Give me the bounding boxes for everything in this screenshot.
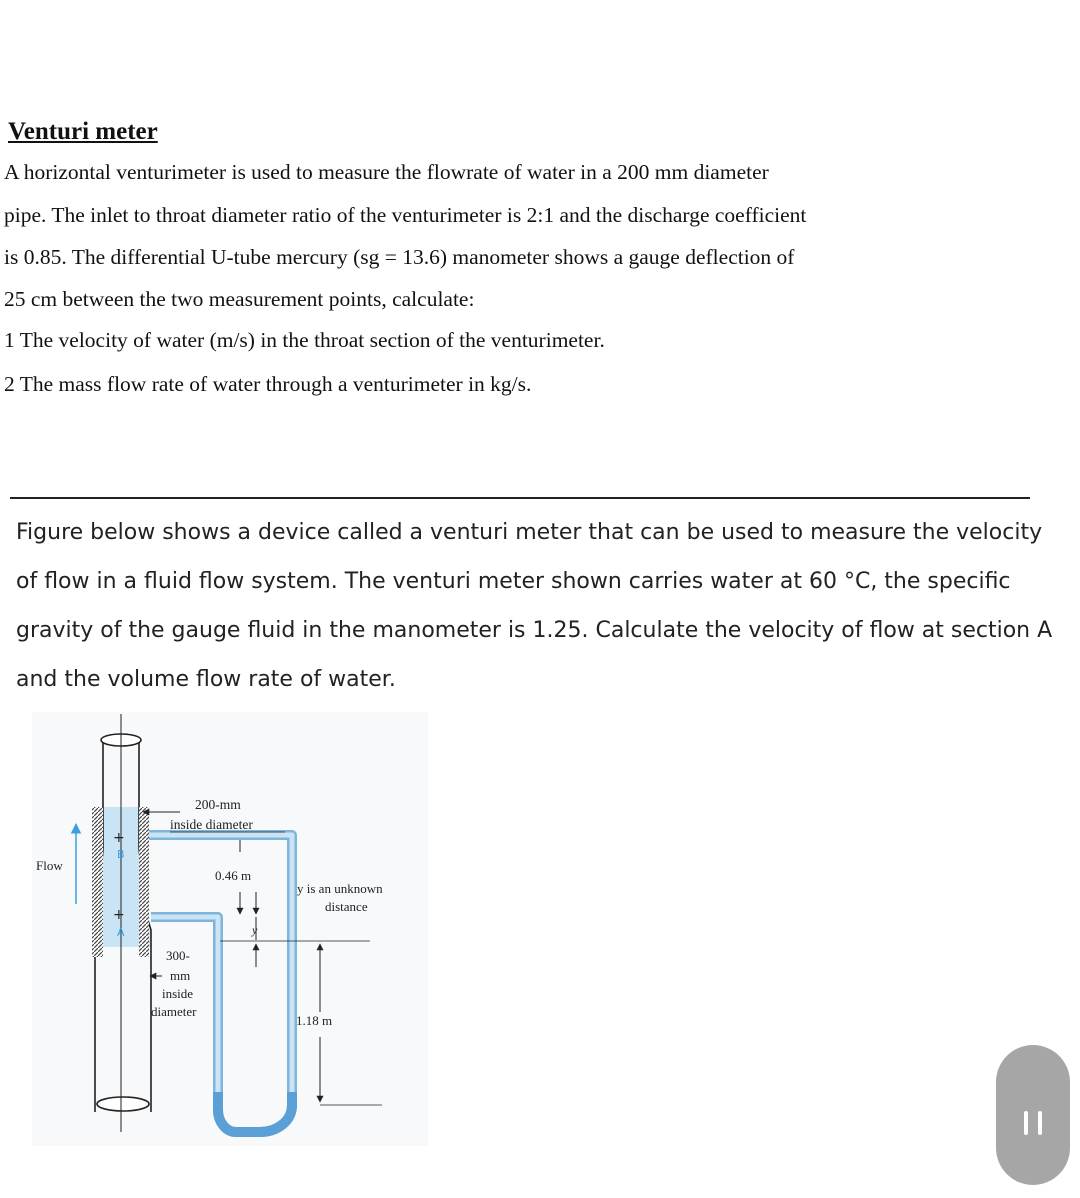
label-inside-diameter: inside diameter [170,817,253,832]
question-2-line: of flow in a fluid flow system. The venturi meter shown carries water at 60 °C, the specific [16,569,1011,594]
label-046m: 0.46 m [215,868,252,883]
label-mm: mm [170,968,191,983]
tap-marker-a: + [113,907,125,923]
right-wall-hatch [139,807,149,957]
pipe-break-bottom [97,1097,149,1111]
question-1-item: 1 The velocity of water (m/s) in the throat section of the venturimeter. [4,328,605,352]
question-2-line: and the volume flow rate of water. [16,667,396,692]
label-b: B [117,848,125,861]
tap-marker-b: + [113,830,125,846]
divider [10,497,1030,499]
left-wall-hatch [92,807,103,957]
question-1-item: 2 The mass flow rate of water through a venturimeter in kg/s. [4,372,532,396]
question-1-line: 25 cm between the two measurement points, calculate: [4,287,475,311]
label-a: A [117,926,125,939]
venturi-meter-figure [30,712,430,1152]
label-y-unknown: y is an unknown [297,881,383,896]
label-inside: inside [162,986,194,1001]
question-2-line: gravity of the gauge fluid in the manometer is 1.25. Calculate the velocity of flow at section A [16,618,1053,643]
label-flow: Flow [36,858,63,873]
question-2-line: Figure below shows a device called a venturi meter that can be used to measure the velocity [16,520,1043,545]
scroll-handle[interactable] [996,1045,1070,1185]
question-1-line: A horizontal venturimeter is used to measure the flowrate of water in a 200 mm diameter [4,160,769,184]
question-1-line: pipe. The inlet to throat diameter ratio of the venturimeter is 2:1 and the discharge coefficient [4,203,807,227]
label-300: 300- [166,948,190,963]
question-1-title: Venturi meter [8,118,158,145]
grip-line-left [1024,1111,1028,1135]
label-diameter: diameter [151,1004,197,1019]
label-distance: distance [325,899,368,914]
figure-background [32,712,428,1146]
question-1-line: is 0.85. The differential U-tube mercury (sg = 13.6) manometer shows a gauge deflection of [4,245,795,269]
label-y: y [252,923,258,937]
label-200mm: 200-mm [195,797,241,812]
grip-line-right [1038,1111,1042,1135]
label-118m: 1.18 m [296,1013,333,1028]
